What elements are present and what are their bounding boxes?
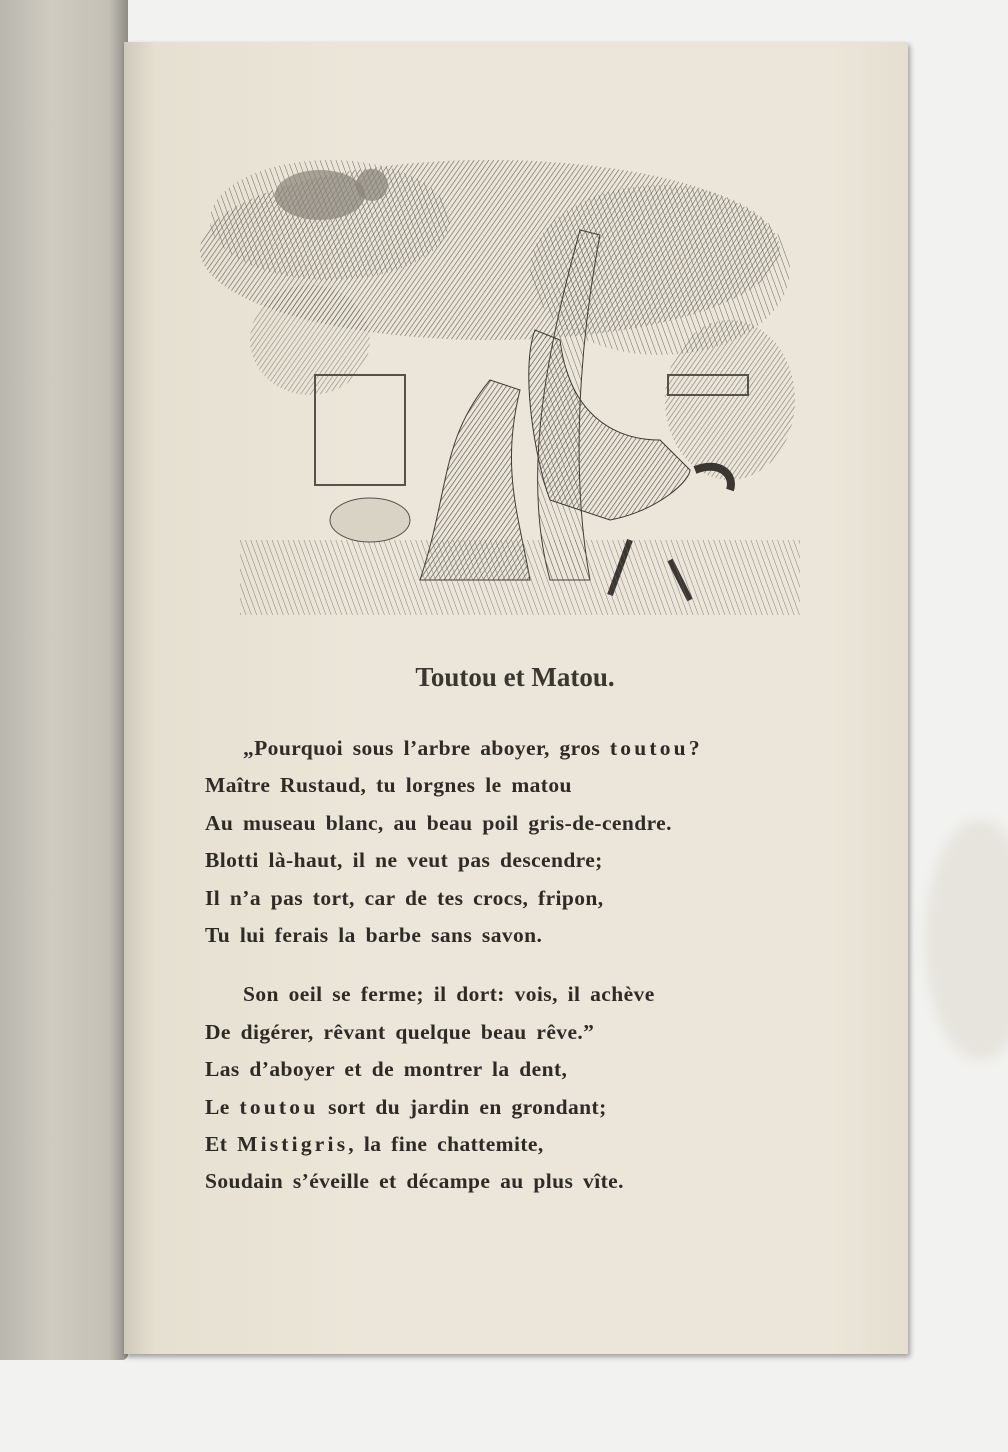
poem-line: Son oeil se ferme; il dort: vois, il achève <box>243 982 655 1007</box>
spaced-word: toutou <box>609 736 689 760</box>
poem-line: Maître Rustaud, tu lorgnes le matou <box>205 773 572 798</box>
rock <box>330 498 410 542</box>
poem-line: Blotti là-haut, il ne veut pas descendre; <box>205 848 603 873</box>
poem-line: De digérer, rêvant quelque beau rêve.” <box>205 1019 595 1044</box>
line-text: Le <box>205 1094 240 1119</box>
line-text: Et <box>205 1131 238 1156</box>
poem-line <box>205 1089 700 1126</box>
spaced-word: Mistigris <box>237 1131 349 1156</box>
spaced-word: toutou <box>239 1094 319 1119</box>
poem-line <box>205 1126 700 1163</box>
line-text: sort du jardin en grondant; <box>318 1094 607 1119</box>
grass <box>240 540 800 615</box>
poem-title: Toutou et Matou. <box>415 662 615 692</box>
poem-line: Soudain s’éveille et décampe au plus vîte. <box>205 1169 624 1194</box>
line-text: , la fine chattemite, <box>348 1131 544 1156</box>
poem-body <box>205 730 700 1201</box>
poem-line <box>205 730 700 767</box>
poem-line: Il n’a pas tort, car de tes crocs, fripon, <box>205 885 604 910</box>
poem-line: Tu lui ferais la barbe sans savon. <box>205 922 543 947</box>
stanza-gap <box>205 954 700 976</box>
poem-line: Las d’aboyer et de montrer la dent, <box>205 1057 568 1082</box>
line-text: „Pourquoi sous l’arbre aboyer, gros <box>243 736 610 760</box>
line-text: ? <box>688 736 700 760</box>
paper-stain <box>925 820 1008 1060</box>
poem-line: Au museau blanc, au beau poil gris-de-cendre. <box>205 810 672 835</box>
engraving-illustration <box>190 140 802 618</box>
